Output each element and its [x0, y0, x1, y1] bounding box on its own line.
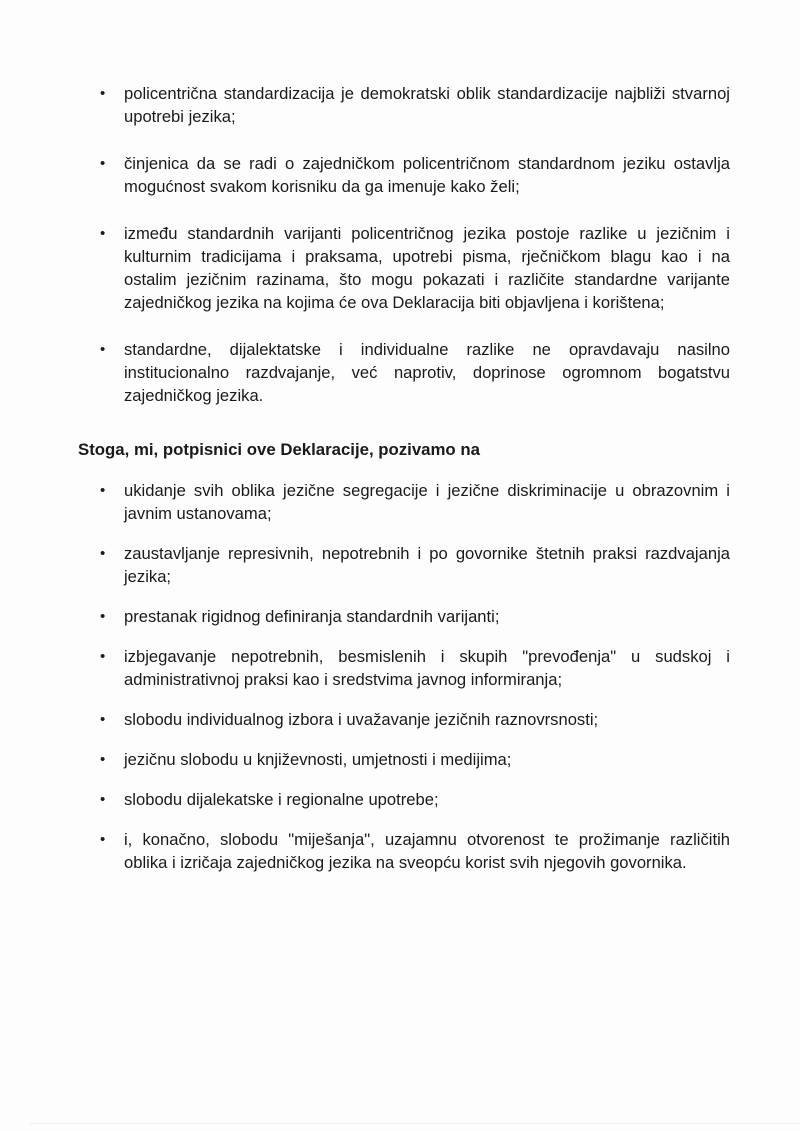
page-edge-divider	[30, 1123, 800, 1124]
bullet-icon: •	[100, 791, 106, 808]
bullet-icon: •	[100, 711, 106, 728]
list-item	[100, 152, 730, 198]
premises-list	[100, 82, 730, 431]
list-item	[100, 479, 730, 525]
list-item	[100, 338, 730, 407]
section-heading: Stoga, mi, potpisnici ove Deklaracije, pozivamo na	[78, 440, 480, 459]
list-item	[100, 542, 730, 588]
bullet-icon: •	[100, 545, 106, 562]
list-item	[100, 222, 730, 314]
list-item-text: izbjegavanje nepotrebnih, besmislenih i skupih "prevođenja" u sudskoj i administrativnoj praksi kao i sredstvima javnog informiranja;	[124, 647, 730, 689]
list-item-text: slobodu dijalekatske i regionalne upotrebe;	[124, 790, 439, 809]
list-item	[100, 82, 730, 128]
bullet-icon: •	[100, 648, 106, 665]
list-item	[100, 748, 730, 771]
bullet-icon: •	[100, 225, 106, 242]
demands-list	[100, 479, 730, 891]
list-item	[100, 605, 730, 628]
list-item-text: činjenica da se radi o zajedničkom policentričnom standardnom jeziku ostavlja mogućnost svakom korisniku da ga imenuje kako želi;	[124, 154, 730, 196]
bullet-icon: •	[100, 751, 106, 768]
bullet-icon: •	[100, 341, 106, 358]
bullet-icon: •	[100, 155, 106, 172]
list-item-text: slobodu individualnog izbora i uvažavanje jezičnih raznovrsnosti;	[124, 710, 599, 729]
list-item-text: prestanak rigidnog definiranja standardnih varijanti;	[124, 607, 500, 626]
bullet-icon: •	[100, 831, 106, 848]
list-item-text: zaustavljanje represivnih, nepotrebnih i po govornike štetnih praksi razdvajanja jezika;	[124, 544, 730, 586]
list-item	[100, 708, 730, 731]
list-item-text: i, konačno, slobodu "miješanja", uzajamnu otvorenost te prožimanje različitih oblika i izričaja zajedničkog jezika na sveopću korist svih njegovih govornika.	[124, 830, 730, 872]
bullet-icon: •	[100, 85, 106, 102]
list-item-text: policentrična standardizacija je demokratski oblik standardizacije najbliži stvarnoj upotrebi jezika;	[124, 84, 730, 126]
list-item	[100, 788, 730, 811]
list-item-text: jezičnu slobodu u književnosti, umjetnosti i medijima;	[124, 750, 512, 769]
list-item-text: standardne, dijalektatske i individualne razlike ne opravdavaju nasilno institucionalno razdvajanje, već naprotiv, doprinose ogromnom bogatstvu zajedničkog jezika.	[124, 340, 730, 405]
bullet-icon: •	[100, 482, 106, 499]
list-item-text: ukidanje svih oblika jezične segregacije i jezične diskriminacije u obrazovnim i javnim ustanovama;	[124, 481, 730, 523]
list-item	[100, 645, 730, 691]
list-item	[100, 828, 730, 874]
list-item-text: između standardnih varijanti policentričnog jezika postoje razlike u jezičnim i kulturnim tradicijama i praksama, upotrebi pisma, rječničkom blagu kao i na ostalim jezičnim razinama, što mogu pokazati i različite standardne varijante zajedničkog jezika na kojima će ova Deklaracija biti objavljena i korištena;	[124, 224, 730, 312]
bullet-icon: •	[100, 608, 106, 625]
